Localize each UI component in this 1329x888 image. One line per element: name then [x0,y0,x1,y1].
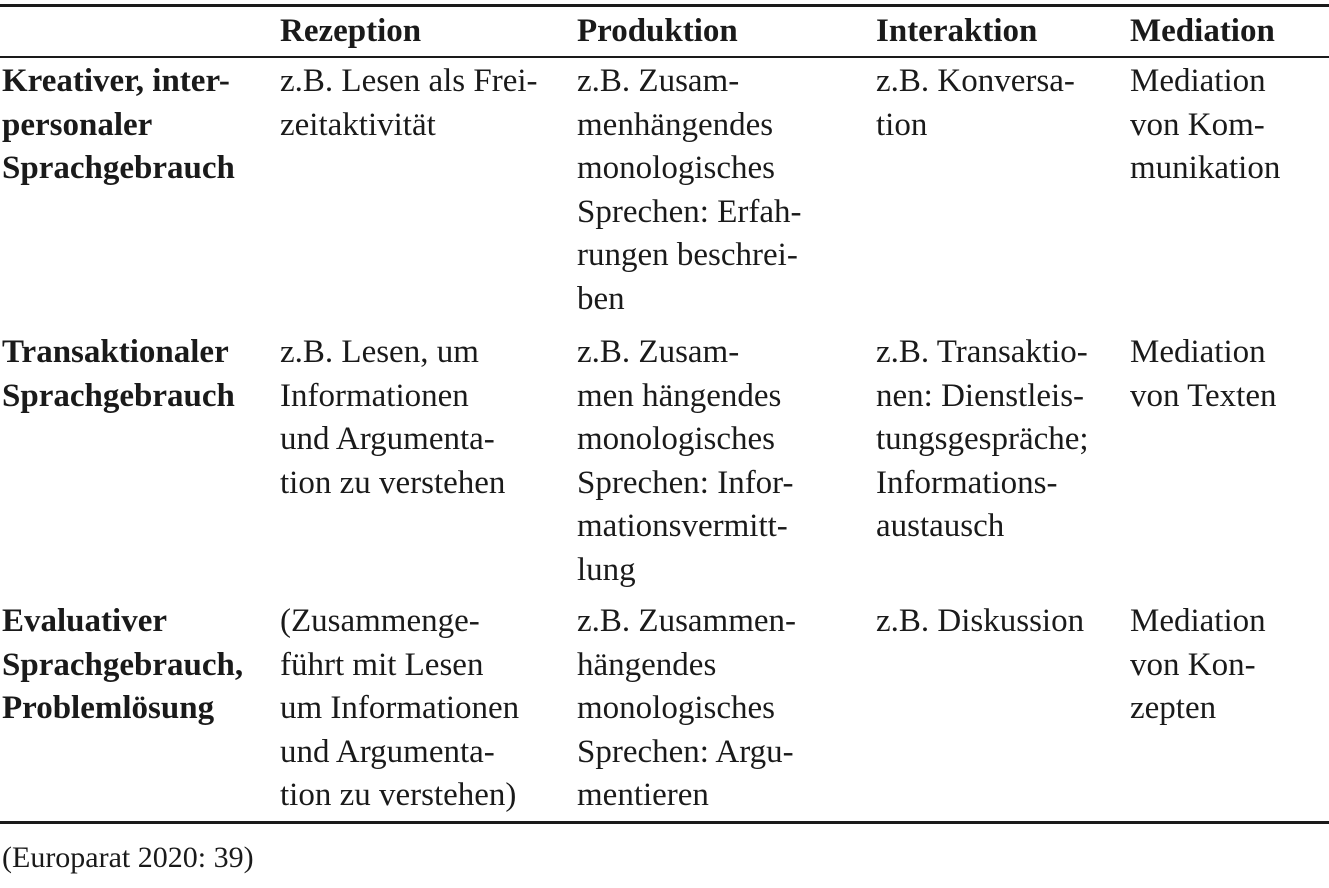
header-produktion: Produktion [577,13,738,49]
header-mediation: Mediation [1130,13,1275,49]
table-cell: Mediation von Kom- munikation [1130,63,1281,187]
table-cell: z.B. Transaktio- nen: Dienstleis- tungsgespräche; Informations- austausch [876,334,1089,545]
table-cell: Mediation von Kon- zepten [1130,603,1266,727]
table-cell: z.B. Lesen als Frei- zeitaktivität [280,63,538,143]
table-cell: z.B. Zusammen- hängendes monologisches Sprechen: Argu- mentieren [577,603,797,814]
table-cell: z.B. Zusam- men hängendes monologisches Sprechen: Infor- mationsvermitt- lung [577,334,794,588]
table-cell: z.B. Diskussion [876,603,1085,639]
table-cell: z.B. Lesen, um Informationen und Argumenta- tion zu verstehen [280,334,506,501]
table-cell: z.B. Zusam- menhängendes monologisches Sprechen: Erfah- rungen beschrei- ben [577,63,802,317]
header-interaktion: Interaktion [876,13,1038,49]
table-cell: (Zusammenge- führt mit Lesen um Informationen und Argumenta- tion zu verstehen) [280,603,520,814]
table-cell: Mediation von Texten [1130,334,1277,414]
row-label-kreativ: Kreativer, inter- personaler Sprachgebrauch [2,63,235,187]
row-label-transaktional: Transaktionaler Sprachgebrauch [2,334,235,414]
table-cell: z.B. Konversa- tion [876,63,1075,143]
source-citation: (Europarat 2020: 39) [2,841,254,874]
header-rule [0,56,1329,58]
row-label-evaluativ: Evaluativer Sprachgebrauch, Problemlösung [2,603,244,727]
header-rezeption: Rezeption [280,13,422,49]
top-rule [0,4,1329,7]
bottom-rule [0,821,1329,824]
